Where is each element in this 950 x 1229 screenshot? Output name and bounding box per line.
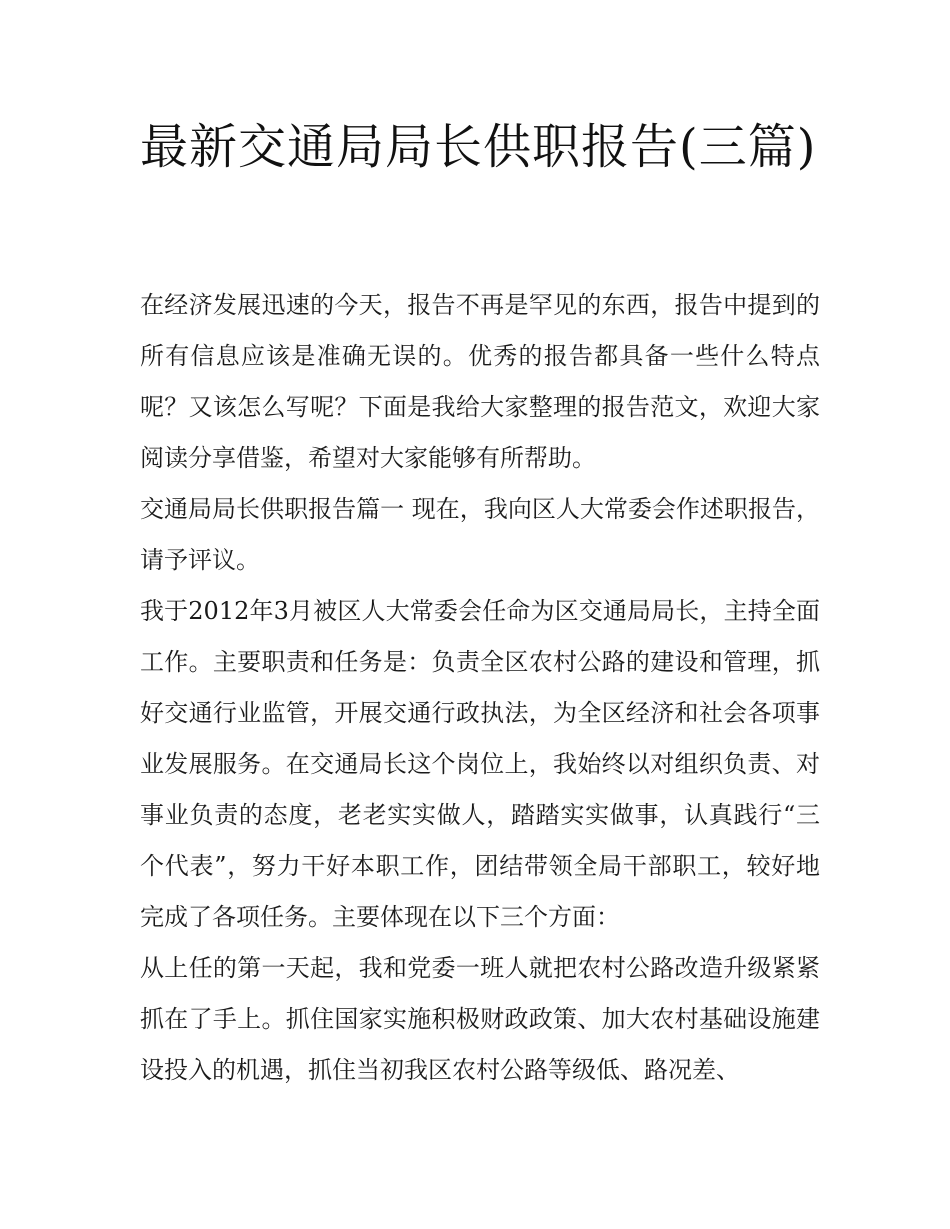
paragraph-duties: 我于2012年3月被区人大常委会任命为区交通局局长，主持全面工作。主要职责和任务是：负责全区农村公路的建设和管理，抓好交通行业监管，开展交通行政执法，为全区经济和社会各项事业发展服务。在交通局长这个岗位上，我始终以对组织负责、对事业负责的态度，老老实实做人，踏踏实实做事，认真践行“三个代表”，努力干好本职工作，团结带领全局干部职工，较好地完成了各项任务。主要体现在以下三个方面： [140, 597, 820, 931]
paragraph-report-opening: 交通局局长供职报告篇一 现在，我向区人大常委会作述职报告，请予评议。 [140, 495, 820, 574]
document-title: 最新交通局局长供职报告(三篇) [140, 119, 817, 175]
paragraph-road-upgrade: 从上任的第一天起，我和党委一班人就把农村公路改造升级紧紧抓在了手上。抓住国家实施积极财政政策、加大农村基础设施建设投入的机遇，抓住当初我区农村公路等级低、路况差、 [140, 954, 820, 1084]
document-body [140, 280, 820, 1096]
paragraph-intro: 在经济发展迅速的今天，报告不再是罕见的东西，报告中提到的所有信息应该是准确无误的。优秀的报告都具备一些什么特点呢？又该怎么写呢？下面是我给大家整理的报告范文，欢迎大家阅读分享借鉴，希望对大家能够有所帮助。 [140, 291, 820, 472]
